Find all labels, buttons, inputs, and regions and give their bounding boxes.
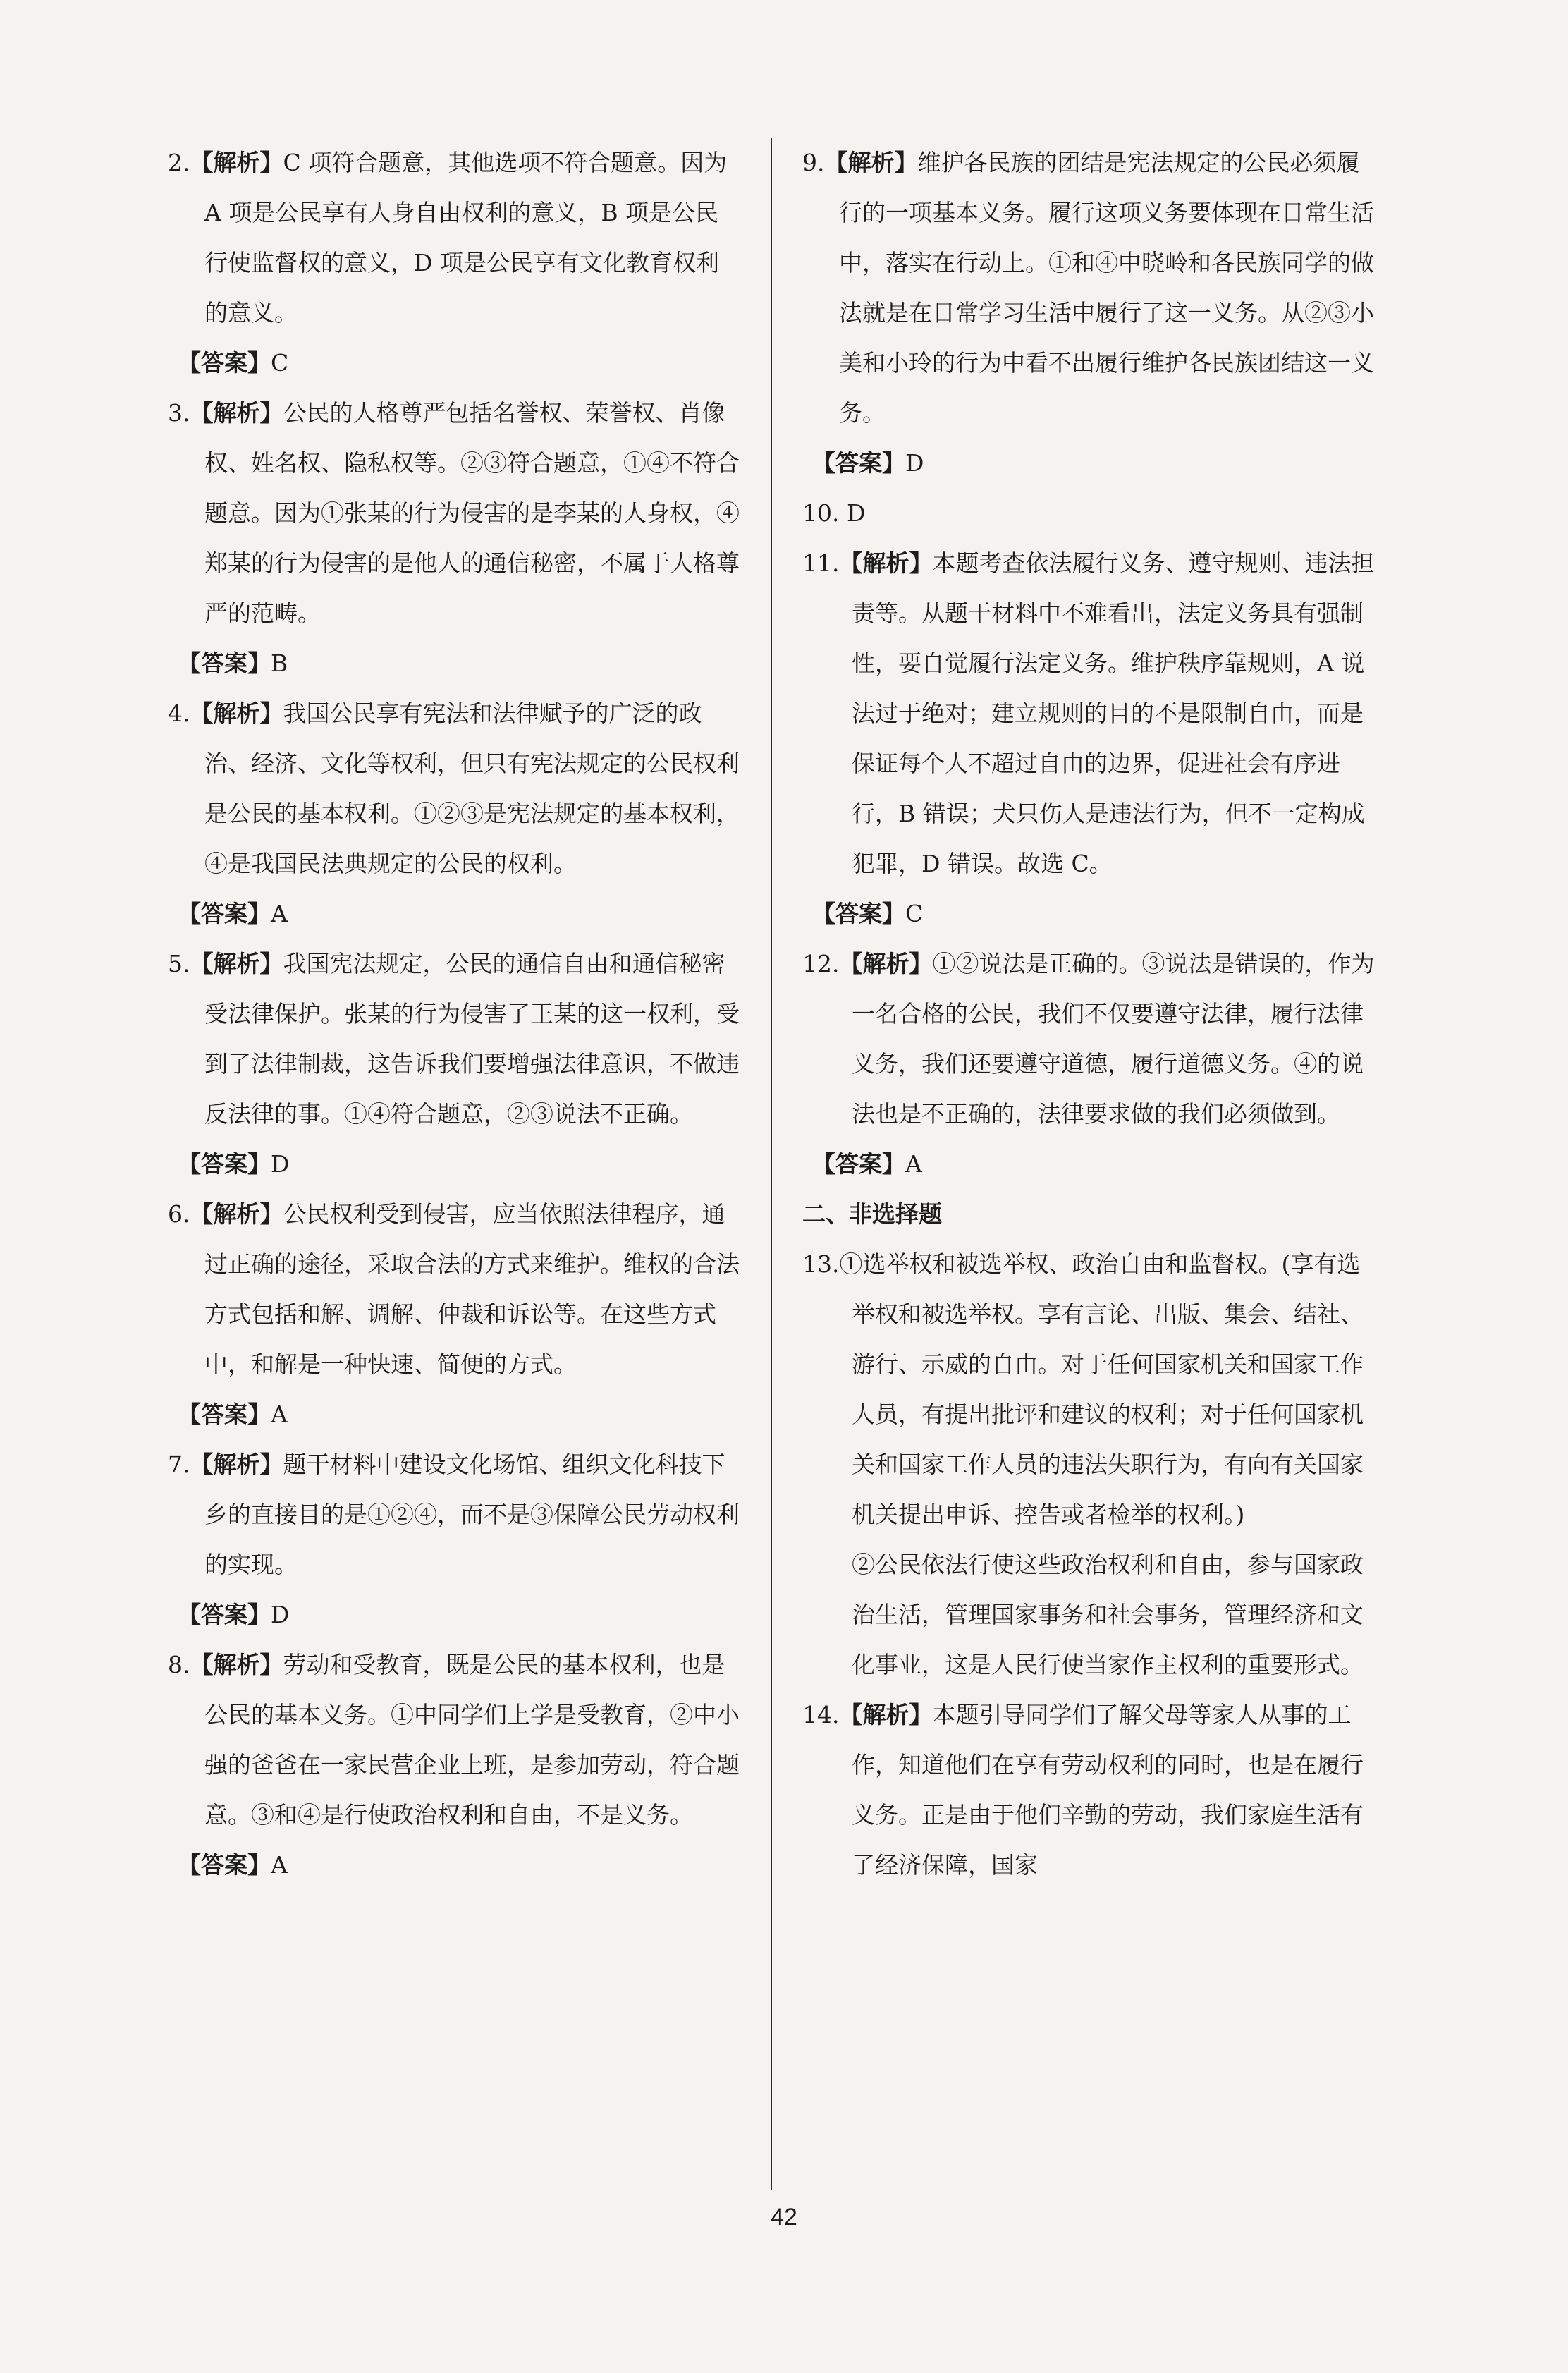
answer-line: 【答案】C xyxy=(178,349,289,377)
question-3 xyxy=(168,388,740,688)
question-14 xyxy=(802,1690,1380,1890)
question-6 xyxy=(168,1189,740,1439)
question-2 xyxy=(168,138,740,388)
answer-line: 【答案】D xyxy=(812,449,924,477)
section-heading: 二、非选择题 xyxy=(802,1200,942,1228)
analysis-paragraph: 8.【解析】劳动和受教育，既是公民的基本权利，也是公民的基本义务。①中同学们上学是受教育，②中小强的爸爸在一家民营企业上班，是参加劳动，符合题意。③和④是行使政治权利和自由，不是义务。 xyxy=(168,1651,740,1829)
question-8 xyxy=(168,1640,740,1890)
question-12 xyxy=(802,939,1380,1189)
answer-line: 【答案】A xyxy=(812,1150,922,1178)
analysis-paragraph: 6.【解析】公民权利受到侵害，应当依照法律程序，通过正确的途径，采取合法的方式来维护。维权的合法方式包括和解、调解、仲裁和诉讼等。在这些方式中，和解是一种快速、简便的方式。 xyxy=(168,1200,740,1378)
analysis-paragraph: 3.【解析】公民的人格尊严包括名誉权、荣誉权、肖像权、姓名权、隐私权等。②③符合题意，①④不符合题意。因为①张某的行为侵害的是李某的人身权，④郑某的行为侵害的是他人的通信秘密，不属于人格尊严的范畴。 xyxy=(168,399,740,627)
answer-line: 【答案】D xyxy=(178,1601,290,1628)
right-column xyxy=(802,138,1380,1890)
question-9 xyxy=(802,138,1380,488)
answer-paragraph: 13.①选举权和被选举权、政治自由和监督权。(享有选举权和被选举权。享有言论、出版、集会、结社、游行、示威的自由。对于任何国家机关和国家工作人员，有提出批评和建议的权利；对于任何国家机关和国家工作人员的违法失职行为，有向有关国家机关提出申诉、控告或者检举的权利。) xyxy=(802,1250,1364,1528)
page-number: 42 xyxy=(771,2204,797,2231)
answer-line: 【答案】D xyxy=(178,1150,290,1178)
answer-paragraph: ②公民依法行使这些政治权利和自由，参与国家政治生活，管理国家事务和社会事务，管理经济和文化事业，这是人民行使当家作主权利的重要形式。 xyxy=(852,1551,1364,1678)
question-4 xyxy=(168,688,740,939)
analysis-paragraph: 2.【解析】C 项符合题意，其他选项不符合题意。因为 A 项是公民享有人身自由权利的意义，B 项是公民行使监督权的意义，D 项是公民享有文化教育权利的意义。 xyxy=(168,149,728,327)
analysis-paragraph: 11.【解析】本题考查依法履行义务、遵守规则、违法担责等。从题干材料中不难看出，法定义务具有强制性，要自觉履行法定义务。维护秩序靠规则，A 说法过于绝对；建立规则的目的不是限制自由，而是保证每个人不超过自由的边界，促进社会有序进行，B 错误；犬只伤人是违法行为，但不一定构成犯罪，D 错误。故选 C。 xyxy=(802,549,1375,877)
answer-line: 【答案】B xyxy=(178,649,288,677)
analysis-paragraph: 14.【解析】本题引导同学们了解父母等家人从事的工作，知道他们在享有劳动权利的同时，也是在履行义务。正是由于他们辛勤的劳动，我们家庭生活有了经济保障，国家 xyxy=(802,1701,1364,1879)
answer-line: 【答案】A xyxy=(178,900,288,927)
question-7 xyxy=(168,1439,740,1640)
analysis-paragraph: 5.【解析】我国宪法规定，公民的通信自由和通信秘密受法律保护。张某的行为侵害了王某的这一权利，受到了法律制裁，这告诉我们要增强法律意识，不做违反法律的事。①④符合题意，②③说法不正确。 xyxy=(168,950,740,1128)
answer-line: 【答案】C xyxy=(812,900,924,927)
analysis-paragraph: 4.【解析】我国公民享有宪法和法律赋予的广泛的政治、经济、文化等权利，但只有宪法规定的公民权利是公民的基本权利。①②③是宪法规定的基本权利，④是我国民法典规定的公民的权利。 xyxy=(168,700,740,877)
analysis-paragraph: 12.【解析】①②说法是正确的。③说法是错误的，作为一名合格的公民，我们不仅要遵守法律，履行法律义务，我们还要遵守道德，履行道德义务。④的说法也是不正确的，法律要求做的我们必须做到。 xyxy=(802,950,1375,1128)
question-5 xyxy=(168,939,740,1189)
analysis-paragraph: 7.【解析】题干材料中建设文化场馆、组织文化科技下乡的直接目的是①②④，而不是③保障公民劳动权利的实现。 xyxy=(168,1451,740,1578)
answer-line: 10. D xyxy=(802,499,866,527)
column-divider xyxy=(771,138,772,2190)
answer-line: 【答案】A xyxy=(178,1851,288,1879)
question-13 xyxy=(802,1239,1380,1690)
question-11 xyxy=(802,538,1380,939)
answer-line: 【答案】A xyxy=(178,1401,288,1428)
left-column xyxy=(168,138,740,1890)
question-10 xyxy=(802,488,1380,538)
analysis-paragraph: 9.【解析】维护各民族的团结是宪法规定的公民必须履行的一项基本义务。履行这项义务要体现在日常生活中，落实在行动上。①和④中晓岭和各民族同学的做法就是在日常学习生活中履行了这一义务。从②③小美和小玲的行为中看不出履行维护各民族团结这一义务。 xyxy=(802,149,1374,427)
